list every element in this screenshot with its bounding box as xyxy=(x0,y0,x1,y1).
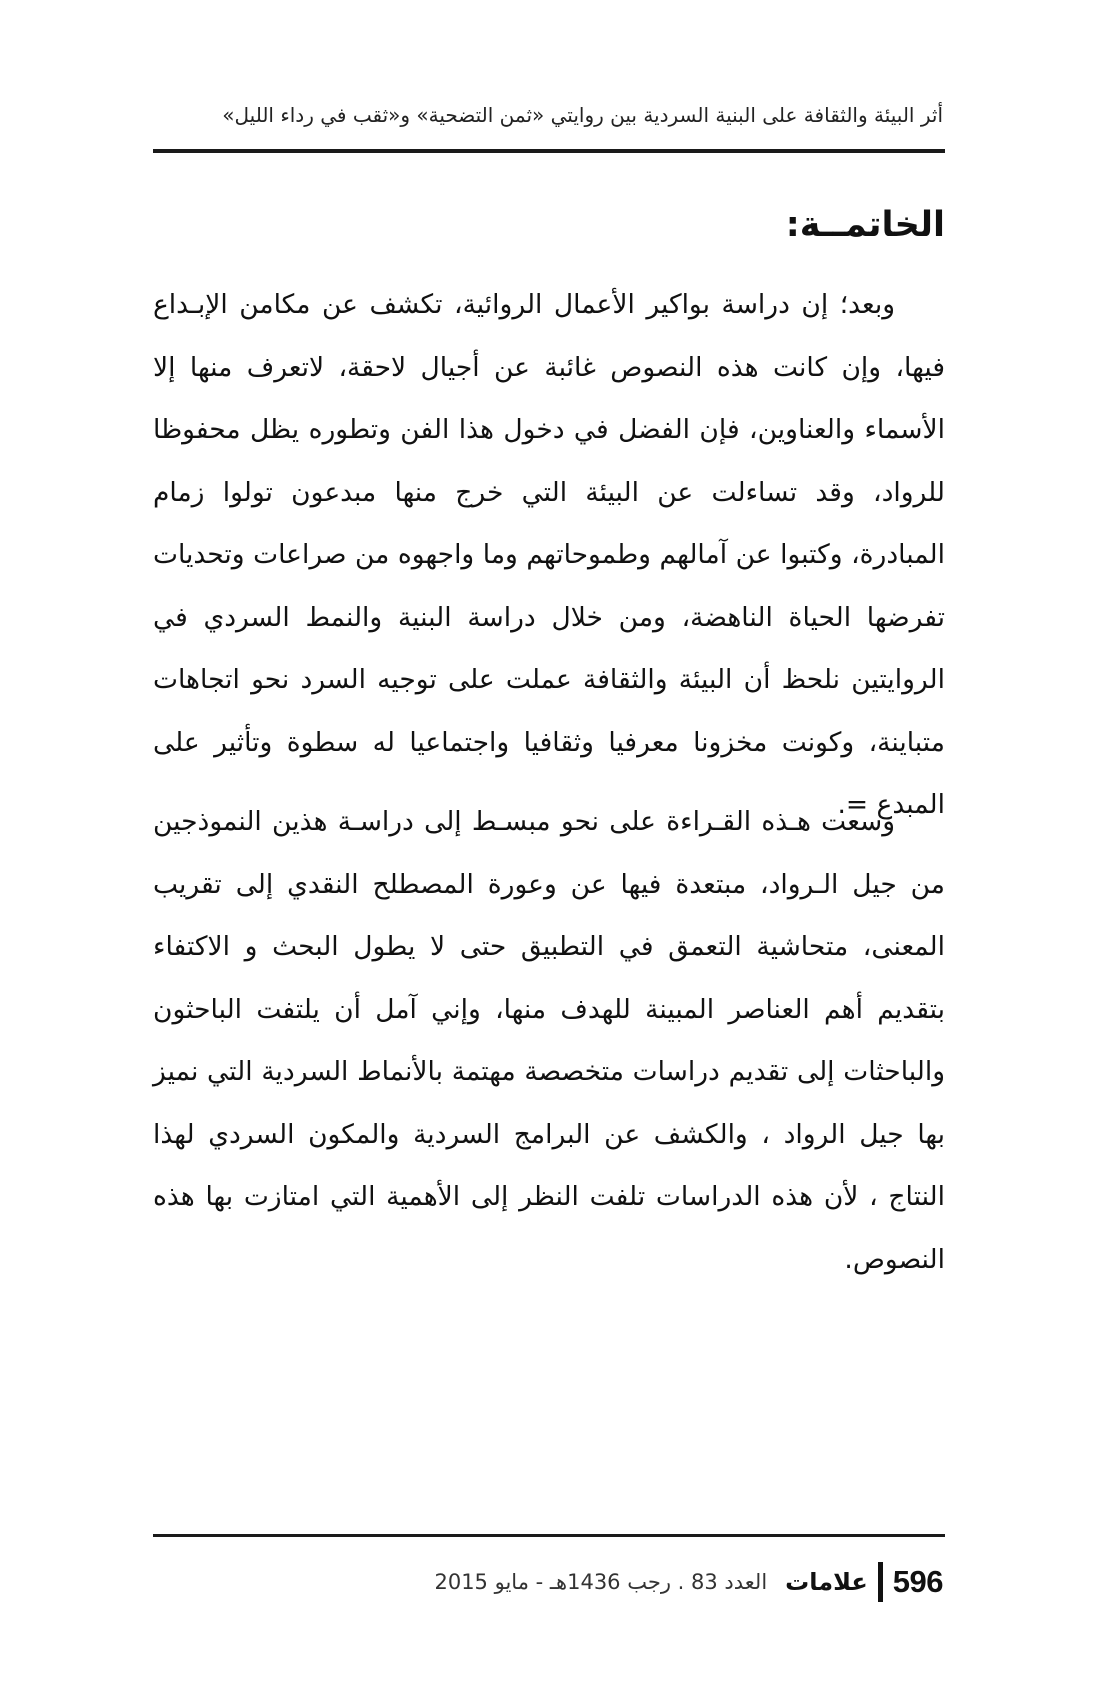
body-paragraph-block xyxy=(153,791,945,1291)
page-footer xyxy=(434,1556,943,1608)
header-divider xyxy=(153,149,945,153)
paragraph: وبعد؛ إن دراسة بواكير الأعمال الروائية، تكشف عن مكامن الإبـداع فيها، وإن كانت هذه النصوص غائبة عن أجيال لاحقة، لاتعرف منها إلا الأسماء والعناوين، فإن الفضل في دخول هذا الفن وتطوره يظل محفوظا للرواد، وقد تساءلت عن البيئة التي خرج منها مبدعون تولوا زمام المبادرة، وكتبوا عن آمالهم وطموحاتهم وما واجهوه من صراعات وتحديات تفرضها الحياة الناهضة، ومن خلال دراسة البنية والنمط السردي في الروايتين نلحظ أن البيئة والثقافة عملت على توجيه السرد نحو اتجاهات متباينة، وكونت مخزونا معرفيا وثقافيا واجتماعيا له سطوة وتأثير على المبدع =. xyxy=(153,289,945,820)
footer-divider xyxy=(153,1534,945,1537)
journal-logo: علامات xyxy=(785,1568,868,1596)
paragraph: وسعت هـذه القـراءة على نحو مبسـط إلى دراسـة هذين النموذجين من جيل الـرواد، مبتعدة فيها عن وعورة المصطلح النقدي إلى تقريب المعنى، متحاشية التعمق في التطبيق حتى لا يطول البحث و الاكتفاء بتقديم أهم العناصر المبينة للهدف منها، وإني آمل أن يلتفت الباحثون والباحثات إلى تقديم دراسات متخصصة مهتمة بالأنماط السردية التي نميز بها جيل الرواد ، والكشف عن البرامج السردية والمكون السردي لهذا النتاج ، لأن هذه الدراسات تلفت النظر إلى الأهمية التي امتازت بها هذه النصوص. xyxy=(153,806,945,1275)
footer-separator-bar xyxy=(878,1562,883,1602)
running-header-title: أثر البيئة والثقافة على البنية السردية بين روايتي «ثمن التضحية» و«ثقب في رداء الليل» xyxy=(222,103,943,127)
issue-info: العدد 83 . رجب 1436هـ - مايو 2015 xyxy=(434,1570,768,1594)
body-paragraph-block xyxy=(153,274,945,837)
section-title: الخاتمــة: xyxy=(785,205,945,245)
page-number: 596 xyxy=(892,1564,943,1599)
